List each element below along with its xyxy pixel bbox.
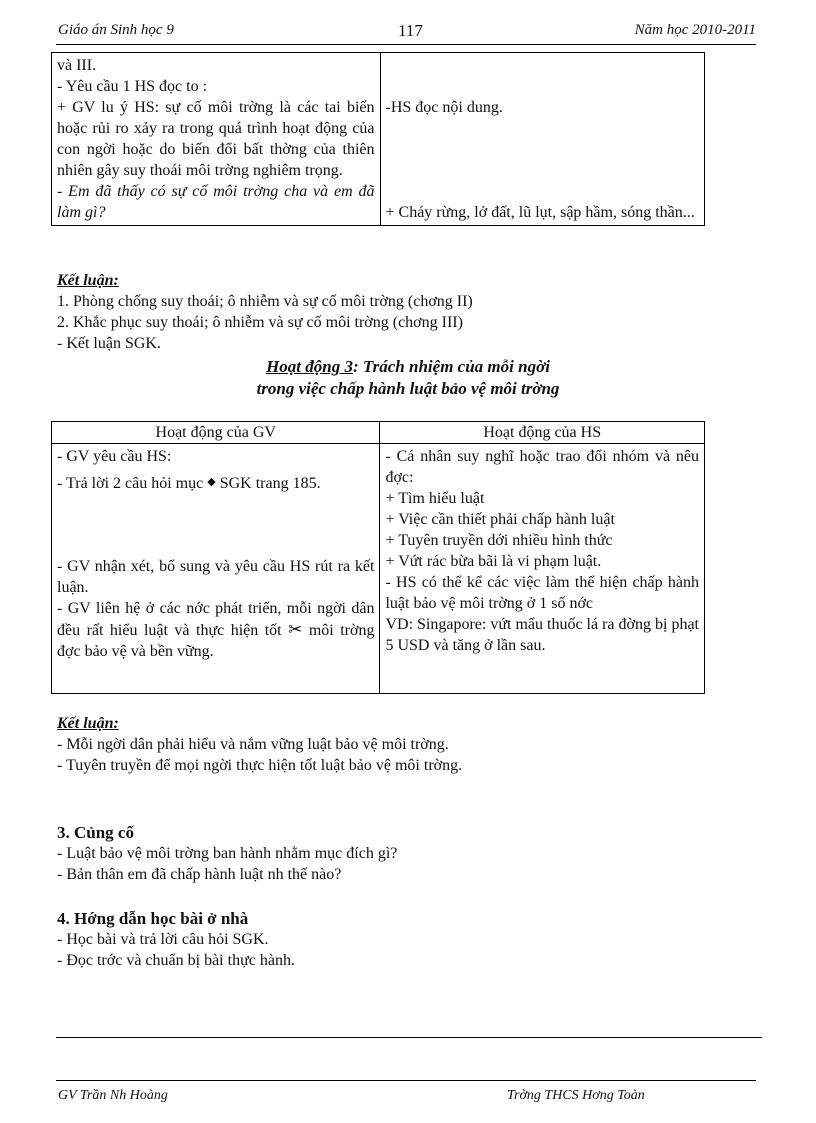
section-homework <box>57 908 697 971</box>
section-consolidation <box>57 822 697 885</box>
conclusion-line: - Tuyên truyền để mọi ngời thực hiện tốt luật bảo vệ môi trờng. <box>57 757 463 774</box>
conclusion-line: 1. Phòng chống suy thoái; ô nhiễm và sự cố môi trờng (chơng II) <box>57 293 473 310</box>
conclusion-title: Kết luận: <box>57 715 119 732</box>
gv-line: - GV liên hệ ở các nớc phát triển, mỗi ngời dân đều rất hiểu luật và thực hiện tốt ✂ môi trờng đợc bảo vệ và bền vững. <box>57 600 375 660</box>
gv-line: và III. <box>57 57 97 74</box>
footer-divider <box>56 1080 756 1081</box>
footer-divider <box>56 1037 762 1038</box>
hs-line: + Tìm hiểu luật <box>385 490 485 507</box>
conclusion-title: Kết luận: <box>57 272 119 289</box>
scissors-icon: ✂ <box>288 620 303 639</box>
activity-3-table <box>51 421 705 694</box>
col-header-gv: Hoạt động của GV <box>52 422 380 444</box>
gv-line: - Trả lời 2 câu hỏi mục ◆ SGK trang 185. <box>57 475 321 492</box>
gv-line: - GV nhận xét, bổ sung và yêu cầu HS rút ra kết luận. <box>57 558 375 596</box>
conclusion-line: - Kết luận SGK. <box>57 335 161 352</box>
page-number: 117 <box>398 21 423 40</box>
section-line: - Đọc trớc và chuẩn bị bài thực hành. <box>57 952 295 969</box>
section-line: - Bản thân em đã chấp hành luật nh thế nào? <box>57 866 342 883</box>
hs-line: + Tuyên truyền dới nhiều hình thức <box>385 532 613 549</box>
gv-cell <box>52 53 381 226</box>
conclusion-1 <box>57 270 697 354</box>
activity-3-title <box>0 356 816 377</box>
hs-line: - HS có thể kể các việc làm thể hiện chấp hành luật bảo vệ môi trờng ở 1 số nớc <box>385 574 699 612</box>
section-line: - Học bài và trả lời câu hỏi SGK. <box>57 931 269 948</box>
conclusion-2 <box>57 713 697 776</box>
table-row <box>52 53 705 226</box>
conclusion-line: 2. Khắc phục suy thoái; ô nhiễm và sự cố môi trờng (chơng III) <box>57 314 463 331</box>
activity-3-subtitle: trong việc chấp hành luật bảo vệ môi trờng <box>256 379 560 398</box>
conclusion-line: - Mỗi ngời dân phải hiểu và nắm vững luật bảo vệ môi trờng. <box>57 736 449 753</box>
col-header-hs: Hoạt động của HS <box>380 422 705 444</box>
hs-cell <box>380 444 705 694</box>
gv-line: - GV yêu cầu HS: <box>57 448 172 465</box>
footer-teacher: GV Trần Nh Hoàng <box>58 1088 168 1103</box>
gv-line: - Yêu cầu 1 HS đọc to : <box>57 78 208 95</box>
header-divider <box>56 44 756 45</box>
hs-line: + Vứt rác bừa bãi là vi phạm luật. <box>385 553 602 570</box>
header-right: Năm học 2010-2011 <box>634 22 756 38</box>
gv-question: - Em đã thấy có sự cố môi trờng cha và em đã làm gì? <box>57 183 375 221</box>
diamond-icon: ◆ <box>207 476 216 488</box>
section-title: 3. Củng cố <box>57 823 134 842</box>
hs-line: + Việc cần thiết phải chấp hành luật <box>385 511 615 528</box>
footer-school: Trờng THCS Hơng Toàn <box>507 1088 645 1103</box>
hs-line: VD: Singapore: vứt mẩu thuốc lá ra đờng bị phạt 5 USD và tăng ở lần sau. <box>385 616 699 654</box>
hs-line: - Cá nhân suy nghĩ hoặc trao đổi nhóm và nêu đợc: <box>385 448 699 486</box>
activity-title: : Trách nhiệm của mỗi ngời <box>352 357 550 376</box>
hs-cell <box>380 53 705 226</box>
table-header-row <box>52 422 705 444</box>
section-title: 4. Hớng dẫn học bài ở nhà <box>57 909 249 928</box>
hs-line: + Cháy rừng, lở đất, lũ lụt, sập hầm, sóng thần... <box>385 204 695 221</box>
header-left: Giáo án Sinh học 9 <box>58 22 174 38</box>
section-line: - Luật bảo vệ môi trờng ban hành nhằm mục đích gì? <box>57 845 398 862</box>
page-header <box>58 22 756 42</box>
table-row <box>52 444 705 694</box>
gv-cell <box>52 444 380 694</box>
hs-line: -HS đọc nội dung. <box>385 99 503 116</box>
gv-line: + GV lu ý HS: sự cố môi trờng là các tai biến hoặc rủi ro xảy ra trong quá trình hoạt động của con ngời hoặc do biến đổi bất thờng của thiên nhiên gây suy thoái môi trờng nghiêm trọng. <box>57 99 375 179</box>
activity-label: Hoạt động 3 <box>266 357 353 376</box>
activity-table-continued <box>51 52 705 226</box>
